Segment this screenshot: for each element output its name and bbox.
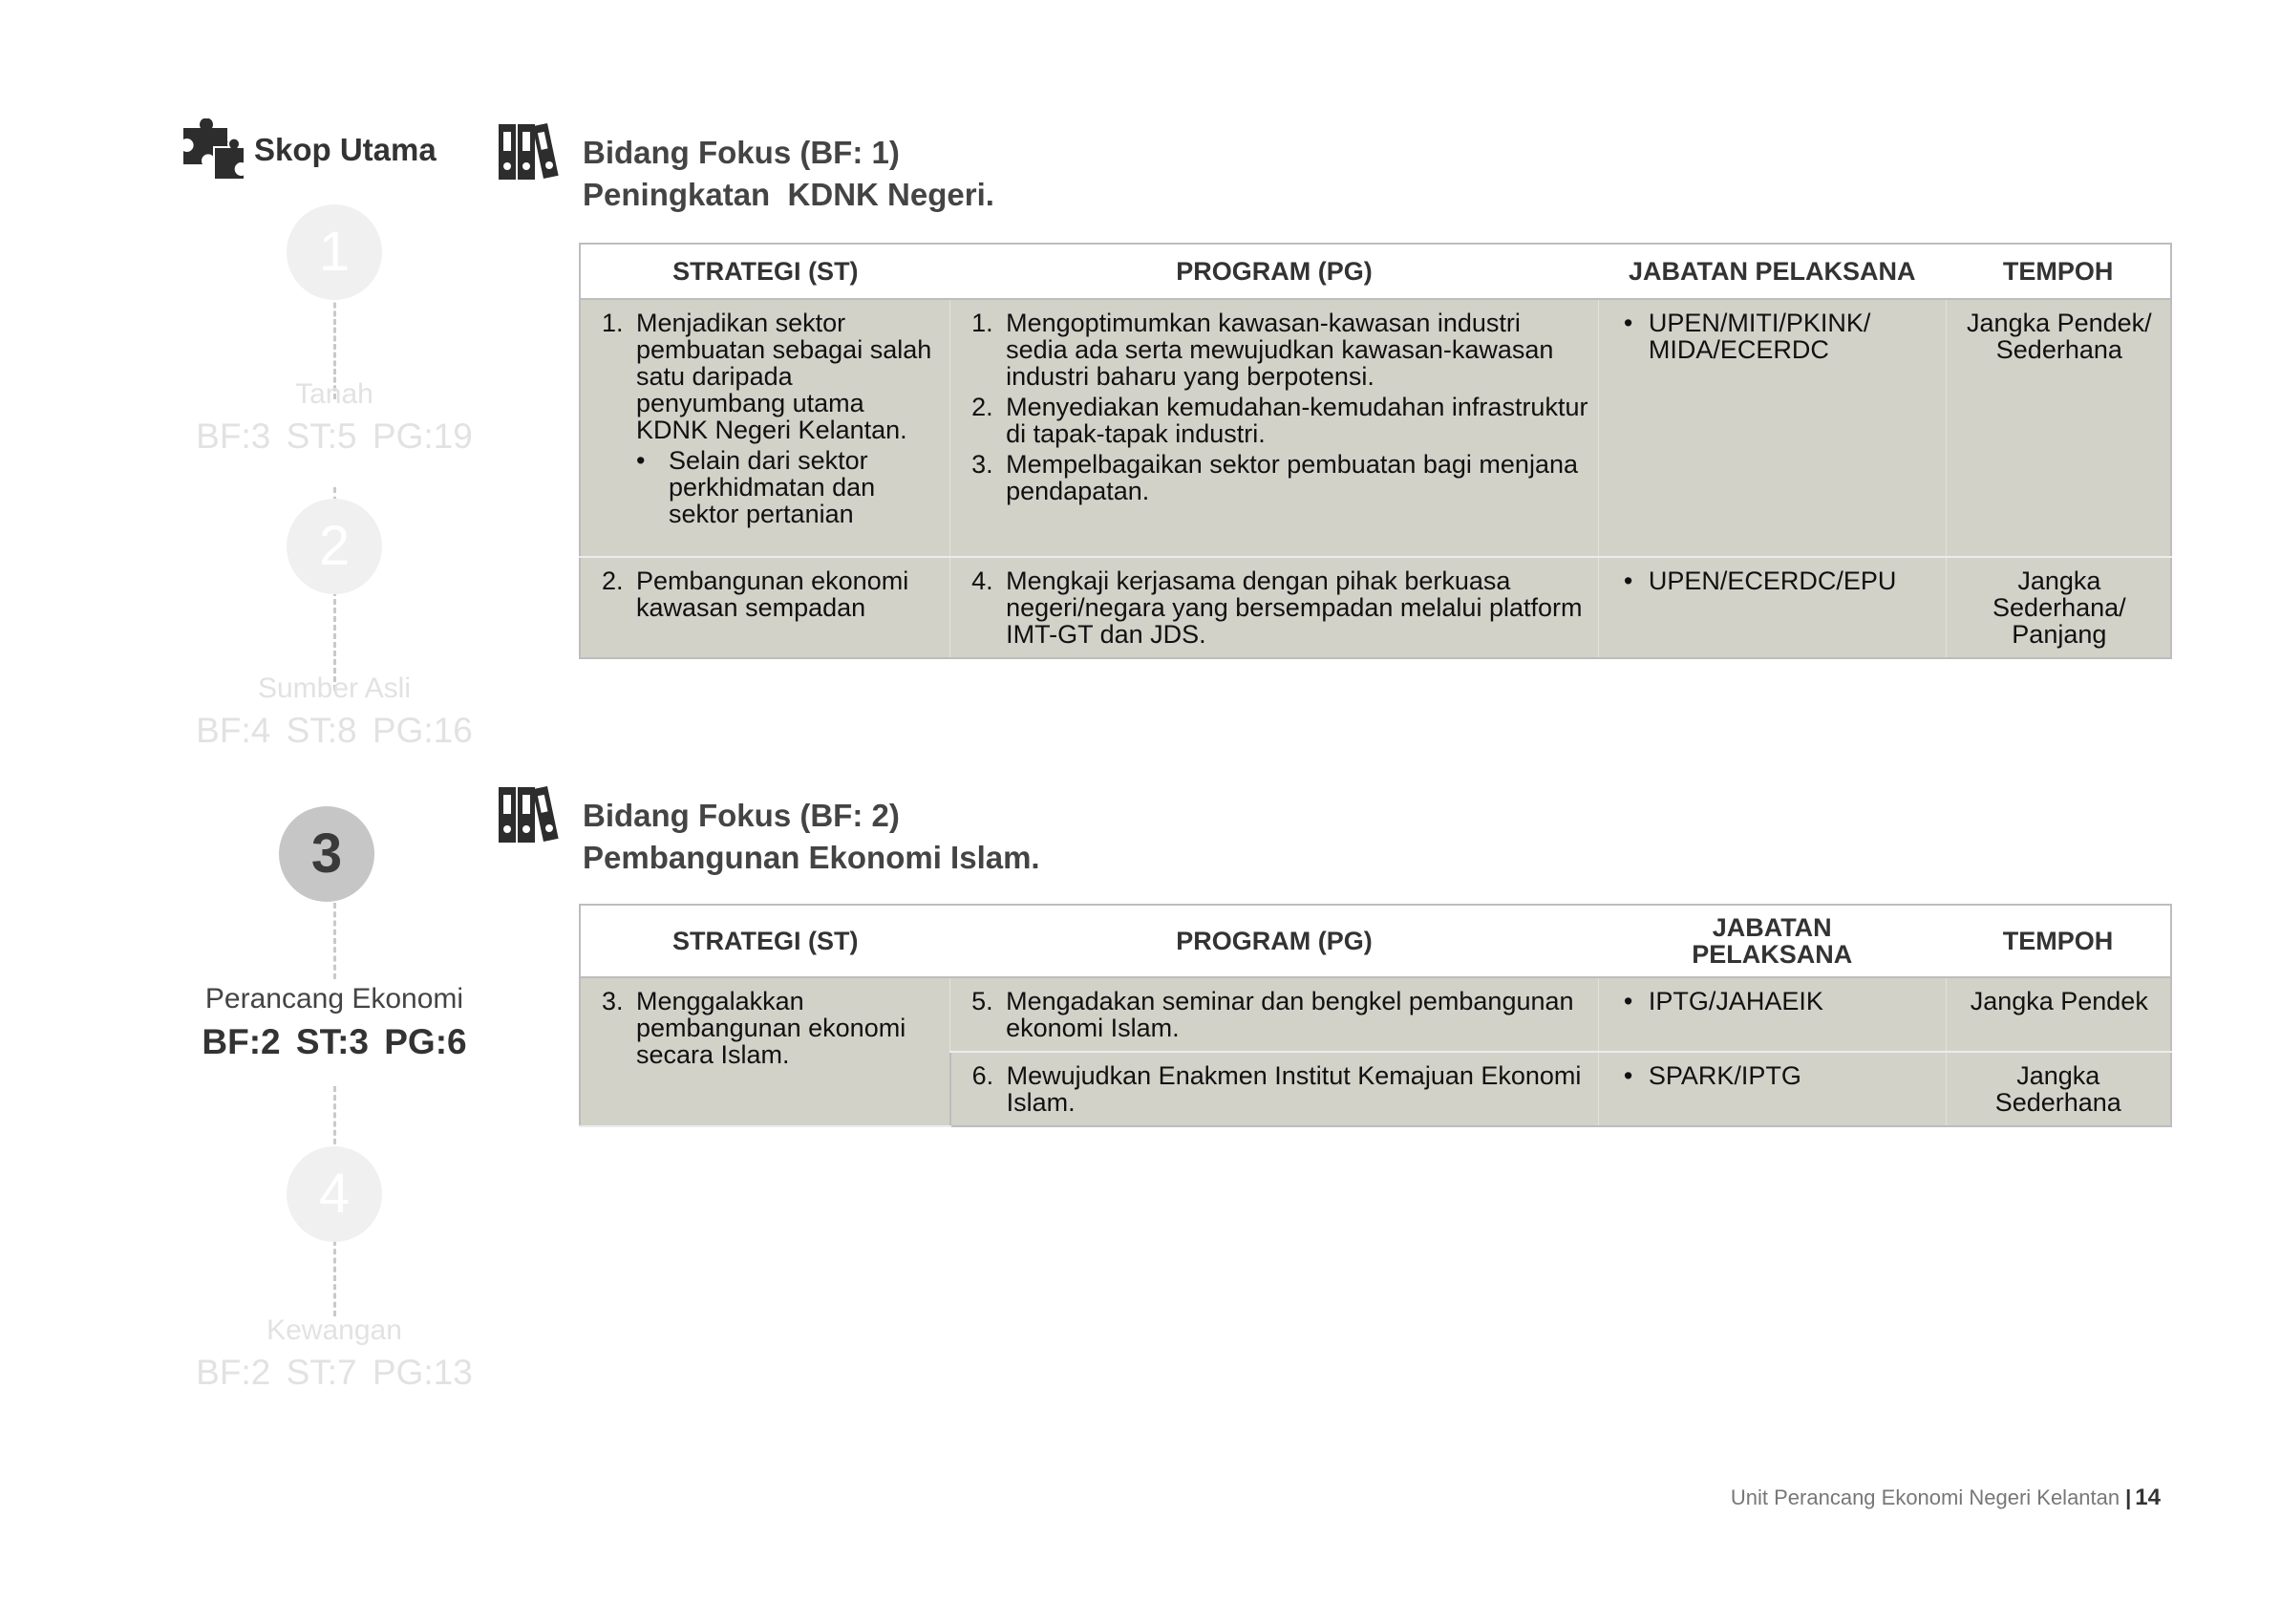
table-row [580,977,2171,1052]
program-number: 1. [971,309,993,337]
program-text: Menyediakan kemudahan-kemudahan infrastruktur di tapak-tapak industri. [1006,393,1588,448]
program-cell [950,1052,1599,1126]
period-cell: Jangka Sederhana/ Panjang [1946,557,2171,658]
puzzle-icon [178,118,246,182]
timeline-connector [333,1086,336,1153]
page-number: 14 [2135,1485,2161,1510]
period-cell: Jangka Pendek [1946,977,2171,1052]
table-row [580,299,2171,557]
step-name-1[interactable]: Tanah [295,378,373,410]
strategy-number: 1. [602,309,624,337]
col-header-period: TEMPOH [1946,244,2171,299]
step-circle-2[interactable]: 2 [287,499,382,594]
focus-area-1-table [579,243,2172,659]
timeline-connector [333,903,336,979]
col-header-period: TEMPOH [1946,905,2171,977]
step-circle-1[interactable]: 1 [287,204,382,300]
step-circle-4[interactable]: 4 [287,1146,382,1242]
binders-icon [497,783,562,846]
strategy-bullet: • Selain dari sektor perkhidmatan dan sektor pertanian [592,447,940,527]
program-cell [950,299,1599,557]
footer-text: Unit Perancang Ekonomi Negeri Kelantan [1730,1485,2120,1509]
agency-cell: • IPTG/JAHAEIK [1598,977,1946,1052]
program-number: 3. [971,450,993,479]
col-header-agency: JABATAN PELAKSANA [1598,244,1946,299]
col-header-strategy: STRATEGI (ST) [580,905,950,977]
program-cell [950,557,1599,658]
program-text: Mewujudkan Enakmen Institut Kemajuan Ekonomi Islam. [1006,1061,1582,1117]
focus-area-1-header [497,120,994,216]
agency-text: IPTG/JAHAEIK [1648,987,1823,1015]
strategy-text: Pembangunan ekonomi kawasan sempadan [636,566,909,622]
scope-sidebar [0,0,497,1624]
binders-icon [497,120,562,183]
agency-text: UPEN/MITI/PKINK/ MIDA/ECERDC [1648,309,1871,364]
table-header-row [580,244,2171,299]
focus-area-1-title: Bidang Fokus (BF: 1) [583,135,900,170]
step-name-4[interactable]: Kewangan [266,1314,402,1346]
program-text: Mempelbagaikan sektor pembuatan bagi menjana pendapatan. [1006,450,1578,505]
scope-title: Skop Utama [254,132,437,167]
focus-area-2-title: Bidang Fokus (BF: 2) [583,798,900,833]
program-text: Mengadakan seminar dan bengkel pembangunan ekonomi Islam. [1006,987,1574,1042]
program-number: 4. [971,566,993,595]
footer-separator: | [2125,1485,2132,1509]
program-number: 5. [971,987,993,1015]
step-name-3[interactable]: Perancang Ekonomi [204,983,464,1015]
strategy-bullet-text: Selain dari sektor perkhidmatan dan sektor pertanian [669,446,876,528]
program-number: 2. [971,393,993,421]
agency-cell: • UPEN/ECERDC/EPU [1598,557,1946,658]
agency-cell: • UPEN/MITI/PKINK/ MIDA/ECERDC [1598,299,1946,557]
strategy-number: 3. [602,987,624,1015]
col-header-program: PROGRAM (PG) [950,244,1599,299]
col-header-agency: JABATAN PELAKSANA [1598,905,1946,977]
agency-cell: • SPARK/IPTG [1598,1052,1946,1126]
focus-area-2-subtitle: Pembangunan Ekonomi Islam. [583,840,1040,875]
table-row [580,557,2171,658]
page-footer [1731,1485,2161,1511]
step-stats-1: BF:3 ST:5 PG:19 [196,417,473,456]
step-stats-3: BF:2 ST:3 PG:6 [202,1022,467,1061]
step-stats-2: BF:4 ST:8 PG:16 [196,711,473,750]
col-header-program: PROGRAM (PG) [950,905,1599,977]
table-header-row [580,905,2171,977]
strategy-cell [580,557,950,658]
strategy-text: Menggalakkan pembangunan ekonomi secara Islam. [636,987,906,1069]
program-text: Mengoptimumkan kawasan-kawasan industri sedia ada serta mewujudkan kawasan-kawasan industri baharu yang berpotensi. [1006,309,1554,391]
program-text: Mengkaji kerjasama dengan pihak berkuasa negeri/negara yang bersempadan melalui platform IMT-GT dan JDS. [1006,566,1583,649]
focus-area-2-header [497,783,1040,879]
agency-text: UPEN/ECERDC/EPU [1648,566,1897,595]
timeline-connector [333,1240,336,1316]
focus-area-1-subtitle: Peningkatan KDNK Negeri. [583,177,994,212]
period-cell: Jangka Sederhana [1946,1052,2171,1126]
strategy-cell [580,299,950,557]
strategy-text: Menjadikan sektor pembuatan sebagai salah satu daripada penyumbang utama KDNK Negeri Kelantan. [636,309,932,444]
focus-area-2-table [579,904,2172,1127]
period-cell: Jangka Pendek/ Sederhana [1946,299,2171,557]
scope-header [178,118,437,182]
step-name-2[interactable]: Sumber Asli [257,673,412,704]
step-stats-4: BF:2 ST:7 PG:13 [196,1353,473,1392]
program-cell [950,977,1599,1052]
strategy-cell [580,977,950,1126]
strategy-number: 2. [602,566,624,595]
agency-text: SPARK/IPTG [1648,1061,1801,1090]
program-number: 6. [971,1061,994,1090]
step-circle-3[interactable]: 3 [279,806,374,902]
col-header-strategy: STRATEGI (ST) [580,244,950,299]
